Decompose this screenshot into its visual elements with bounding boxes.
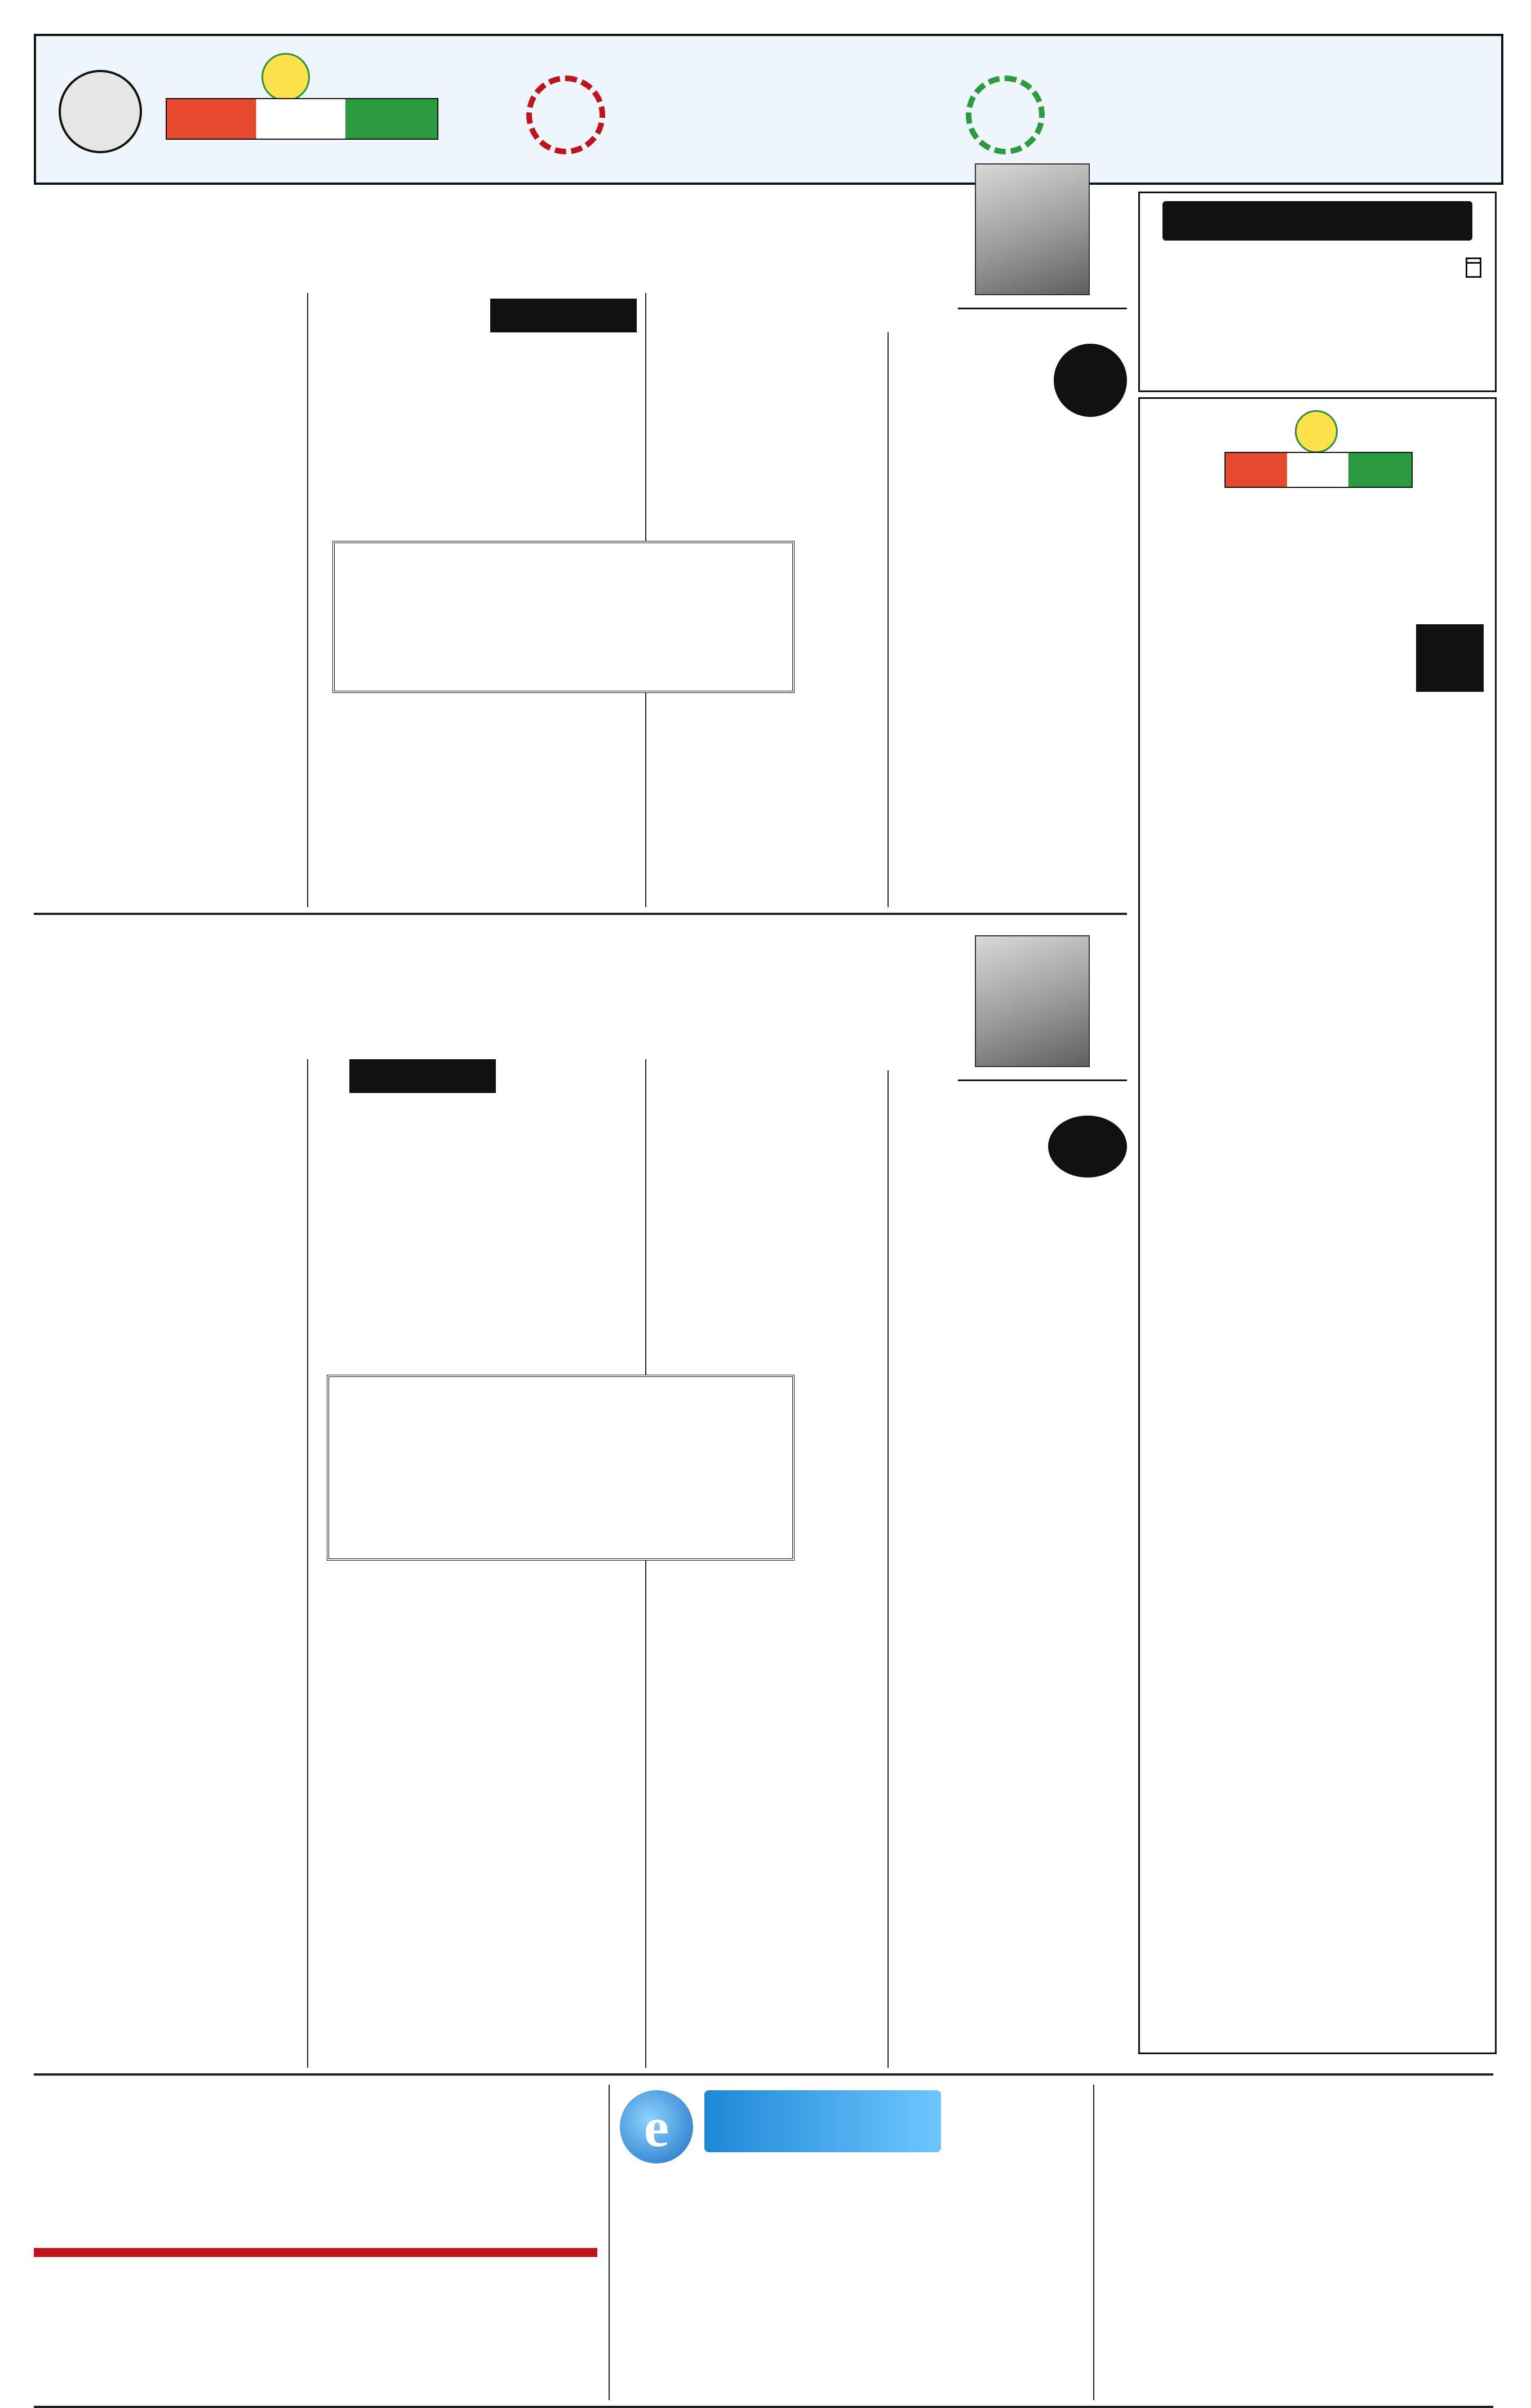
footer-divider <box>34 2406 1493 2408</box>
second-column-2 <box>654 1059 879 2068</box>
letters-divider <box>1093 2085 1094 2400</box>
letters-divider <box>609 2085 610 2400</box>
letter-2 <box>620 2186 1071 2400</box>
masthead <box>34 34 1503 185</box>
masthead-logo-left <box>166 53 436 166</box>
second-divider <box>307 1059 308 2068</box>
second-author-photo <box>975 935 1090 1067</box>
second-column-1 <box>896 1110 1127 2068</box>
lead-column-4 <box>34 293 299 868</box>
second-column-3 <box>316 1059 637 2068</box>
second-pull-quote <box>327 1375 795 1561</box>
page-number-badge <box>59 70 142 153</box>
logo-one-badge <box>261 53 310 101</box>
sidebar-body <box>1151 624 1484 1988</box>
ornament-left <box>526 75 605 154</box>
second-divider <box>887 1070 889 2068</box>
sidebar-logo <box>1224 410 1410 512</box>
editorial-notice <box>34 2248 597 2257</box>
sidebar-logo-stripe <box>1224 452 1413 488</box>
quotes-box <box>1138 192 1497 392</box>
second-divider <box>645 1059 646 2068</box>
logo-brand-stripe <box>166 98 438 140</box>
sidebar-editorial <box>1138 397 1497 2054</box>
section-divider <box>34 913 1127 915</box>
lead-pull-quote <box>332 541 795 693</box>
lead-divider <box>307 293 308 907</box>
lead-column-1 <box>896 338 1127 907</box>
letters-banner <box>620 2085 1071 2180</box>
letter-1-body <box>1104 2089 1493 2258</box>
section-divider <box>34 2073 1493 2076</box>
browser-icon: e <box>620 2090 693 2163</box>
quotes-title <box>1162 201 1472 241</box>
letter-2-body <box>620 2189 1071 2330</box>
letter-3-body <box>34 2085 597 2169</box>
letter-3 <box>34 2085 597 2400</box>
letters-banner-title <box>704 2090 941 2152</box>
ornament-right <box>966 75 1045 154</box>
second-column-4 <box>34 1059 299 2068</box>
second-author <box>958 1076 1127 1081</box>
quotes-list <box>1148 252 1486 387</box>
sidebar-logo-badge <box>1295 410 1338 453</box>
lead-author <box>958 304 1127 309</box>
lead-divider <box>887 332 889 907</box>
letter-1 <box>1104 2085 1493 2400</box>
lead-author-photo <box>975 163 1090 295</box>
